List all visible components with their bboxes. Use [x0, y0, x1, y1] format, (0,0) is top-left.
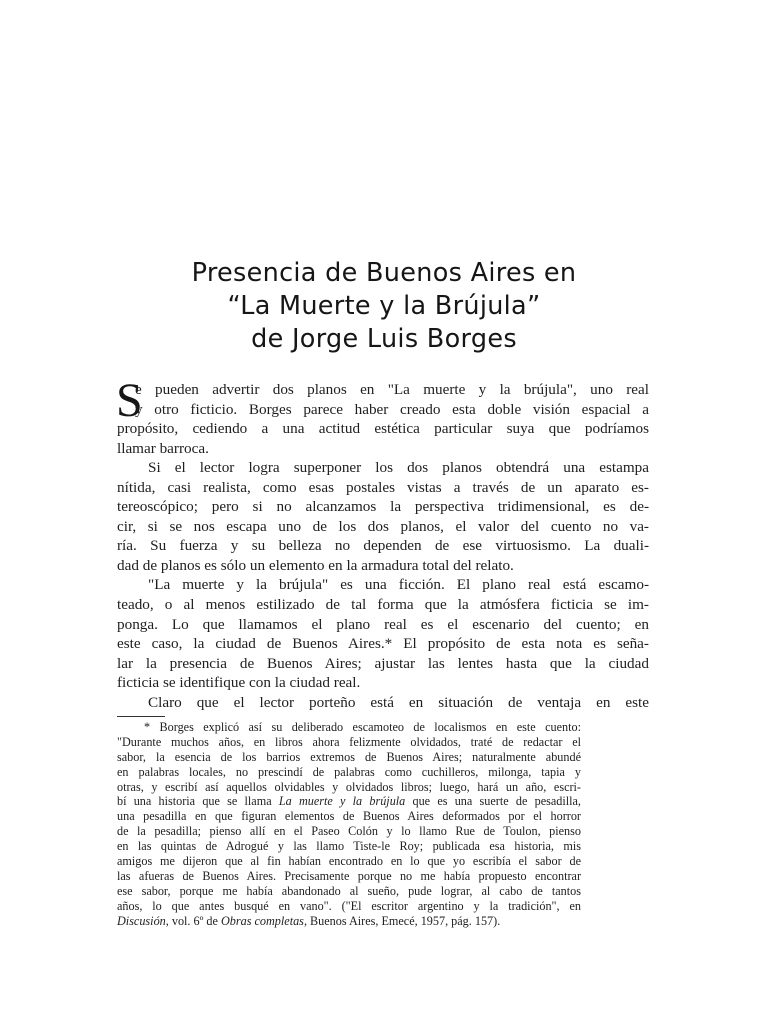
footnote-line — [117, 914, 581, 929]
body-line: lar la presencia de Buenos Aires; ajustar las lentes hasta que la ciudad — [117, 654, 649, 672]
body-line: "La muerte y la brújula" es una ficción. El plano real está escamo- — [148, 576, 649, 594]
body-line: ría. Su fuerza y su belleza no dependen de ese virtuosismo. La duali- — [117, 537, 649, 555]
body-line: nítida, casi realista, como esas postales vistas a través de un aparato es- — [117, 478, 649, 496]
body-line: ficticia se identifique con la ciudad real. — [117, 674, 361, 692]
footnote-line: * Borges explicó así su deliberado escamoteo de localismos en este cuento: — [144, 720, 581, 734]
body-line: propósito, cediendo a una actitud estética particular suya que podríamos — [117, 420, 649, 438]
body-line: dad de planos es sólo un elemento en la armadura total del relato. — [117, 556, 514, 574]
body-line: y otro ficticio. Borges parece haber creado esta doble visión espacial a — [135, 400, 649, 418]
footnote-text: bí una historia que se llama — [117, 794, 279, 809]
footnote-line: ese sabor, porque me había abandonado al sueño, pude lograr, al cabo de tantos — [117, 883, 581, 898]
body-line: Claro que el lector porteño está en situación de ventaja en este — [148, 693, 649, 711]
footnote-text: , vol. 6º de — [165, 913, 221, 928]
footnote-line: una pesadilla en que figuran elementos de Buenos Aires deformados por el horror — [117, 809, 581, 824]
body-line: ponga. Lo que llamamos el plano real es el escenario del cuento; en — [117, 615, 649, 633]
footnote-line: las afueras de Buenos Aires. Precisamente porque no me había propuesto encontrar — [117, 868, 581, 883]
footnote-line: en palabras locales, no prescindí de palabras como cuchilleros, milonga, tapia y — [117, 764, 581, 779]
footnote-italic-title: Discusión — [117, 913, 166, 928]
body-line: tereoscópico; pero si no alcanzamos la perspectiva tridimensional, es de- — [117, 498, 649, 516]
footnote-text: que es una suerte de pesadilla, — [405, 794, 581, 809]
body-line: e pueden advertir dos planos en "La muerte y la brújula", uno real — [135, 381, 649, 398]
footnote-italic-title: Obras completas — [220, 913, 304, 928]
body-line: cir, si se nos escapa uno de los dos planos, el valor del cuento no va- — [117, 517, 649, 535]
footnote-line: en las quintas de Adrogué y las llamo Tiste-le Roy; publicada esa historia, mis — [117, 839, 581, 854]
body-line: llamar barroca. — [117, 439, 209, 457]
footnote-line: "Durante muchos años, en libros ahora felizmente olvidados, traté de redactar el — [117, 734, 581, 749]
footnote-line: de la pesadilla; pienso allí en el Paseo Colón y lo llamo Rue de Toulon, pienso — [117, 824, 581, 839]
article-title — [0, 257, 768, 356]
footnote-rule — [117, 716, 165, 717]
body-line: este caso, la ciudad de Buenos Aires.* El propósito de esta nota es seña- — [117, 635, 649, 653]
footnote-line: otras, y escribí así aquellos olvidables y olvidados libros; luego, hará un año, escri- — [117, 779, 581, 794]
footnote-line: amigos me dijeron que al fin habían encontrado en lo que yo escribía el sabor de — [117, 854, 581, 869]
title-line-2: “La Muerte y la Brújula” — [227, 291, 541, 321]
body-line: Si el lector logra superponer los dos planos obtendrá una estampa — [148, 459, 649, 477]
footnote-italic-title: La muerte y la brújula — [278, 794, 406, 809]
article-body — [116, 374, 649, 712]
footnote-line: sabor, la esencia de los barrios extremos de Buenos Aires; naturalmente abundé — [117, 749, 581, 764]
drop-cap: S — [116, 374, 143, 427]
title-line-1: Presencia de Buenos Aires en — [191, 258, 577, 288]
footnote-text: , Buenos Aires, Emecé, 1957, pág. 157). — [303, 913, 501, 928]
title-line-3: de Jorge Luis Borges — [251, 324, 517, 354]
footnote — [117, 720, 581, 928]
footnote-line — [117, 794, 581, 809]
footnote-line: años, lo que antes busqué en vano". ("El escritor argentino y la tradición", en — [117, 898, 581, 913]
body-line: teado, o al menos estilizado de tal forma que la atmósfera ficticia se im- — [117, 596, 649, 614]
